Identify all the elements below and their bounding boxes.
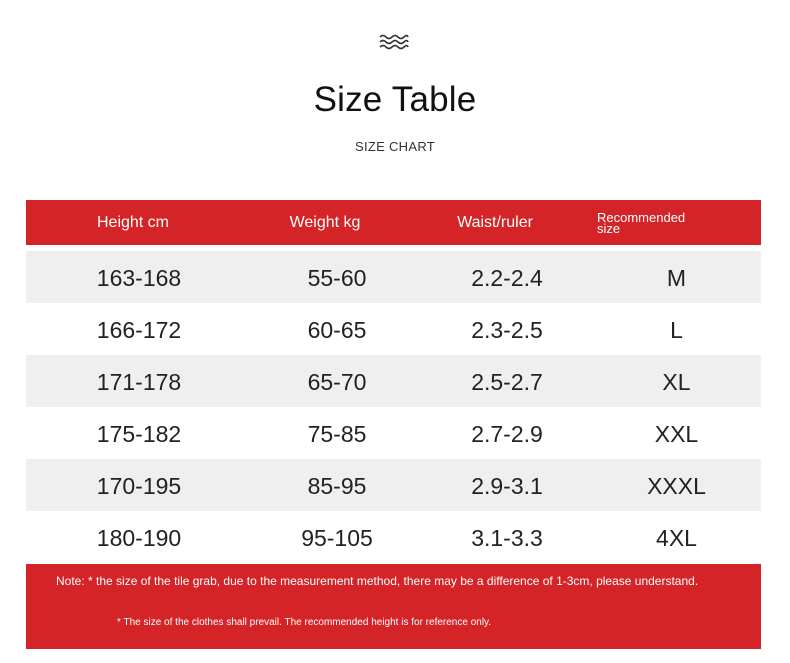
cell-waist: 3.1-3.3	[471, 524, 543, 551]
cell-weight: 75-85	[307, 420, 367, 447]
cell-height: 175-182	[96, 420, 182, 447]
table-body	[26, 251, 761, 563]
header-size-label: size	[597, 220, 621, 236]
note-reference: * The size of the clothes shall prevail. The recommended height is for reference only.	[117, 617, 492, 628]
table-row	[26, 251, 761, 303]
header-recommended-size	[580, 209, 749, 236]
cell-height: 180-190	[96, 524, 182, 551]
cell-size: M	[666, 264, 687, 291]
table-row	[26, 407, 761, 459]
note-measurement: Note: * the size of the tile grab, due to the measurement method, there may be a difference of 1-3cm, please understand.	[56, 574, 699, 588]
cell-waist: 2.5-2.7	[471, 368, 543, 395]
cell-height: 166-172	[96, 316, 182, 343]
cell-weight: 85-95	[307, 472, 367, 499]
table-row	[26, 355, 761, 407]
cell-size: 4XL	[656, 524, 697, 551]
header-waist: Waist/ruler	[457, 213, 533, 231]
cell-weight: 55-60	[307, 264, 367, 291]
cell-size: XXL	[654, 420, 699, 447]
cell-waist: 2.3-2.5	[471, 316, 543, 343]
cell-waist: 2.2-2.4	[471, 264, 543, 291]
cell-waist: 2.9-3.1	[471, 472, 543, 499]
cell-height: 170-195	[96, 472, 182, 499]
page-title: Size Table	[313, 80, 477, 119]
cell-waist: 2.7-2.9	[471, 420, 543, 447]
cell-height: 163-168	[96, 264, 182, 291]
table-row	[26, 303, 761, 355]
header-recommended-label: Recommended	[597, 209, 686, 225]
header-height: Height cm	[96, 213, 170, 231]
size-table	[26, 200, 761, 563]
table-row	[26, 459, 761, 511]
cell-weight: 60-65	[307, 316, 367, 343]
cell-weight: 95-105	[301, 524, 373, 551]
page-subtitle: SIZE CHART	[354, 139, 436, 154]
header-weight: Weight kg	[289, 213, 361, 231]
cell-size: L	[670, 316, 683, 343]
table-header	[26, 200, 761, 245]
wave-icon	[379, 34, 409, 50]
cell-size: XL	[662, 368, 691, 395]
note-banner	[26, 564, 761, 649]
table-row	[26, 511, 761, 563]
cell-weight: 65-70	[307, 368, 367, 395]
cell-height: 171-178	[96, 368, 182, 395]
cell-size: XXXL	[647, 472, 706, 499]
